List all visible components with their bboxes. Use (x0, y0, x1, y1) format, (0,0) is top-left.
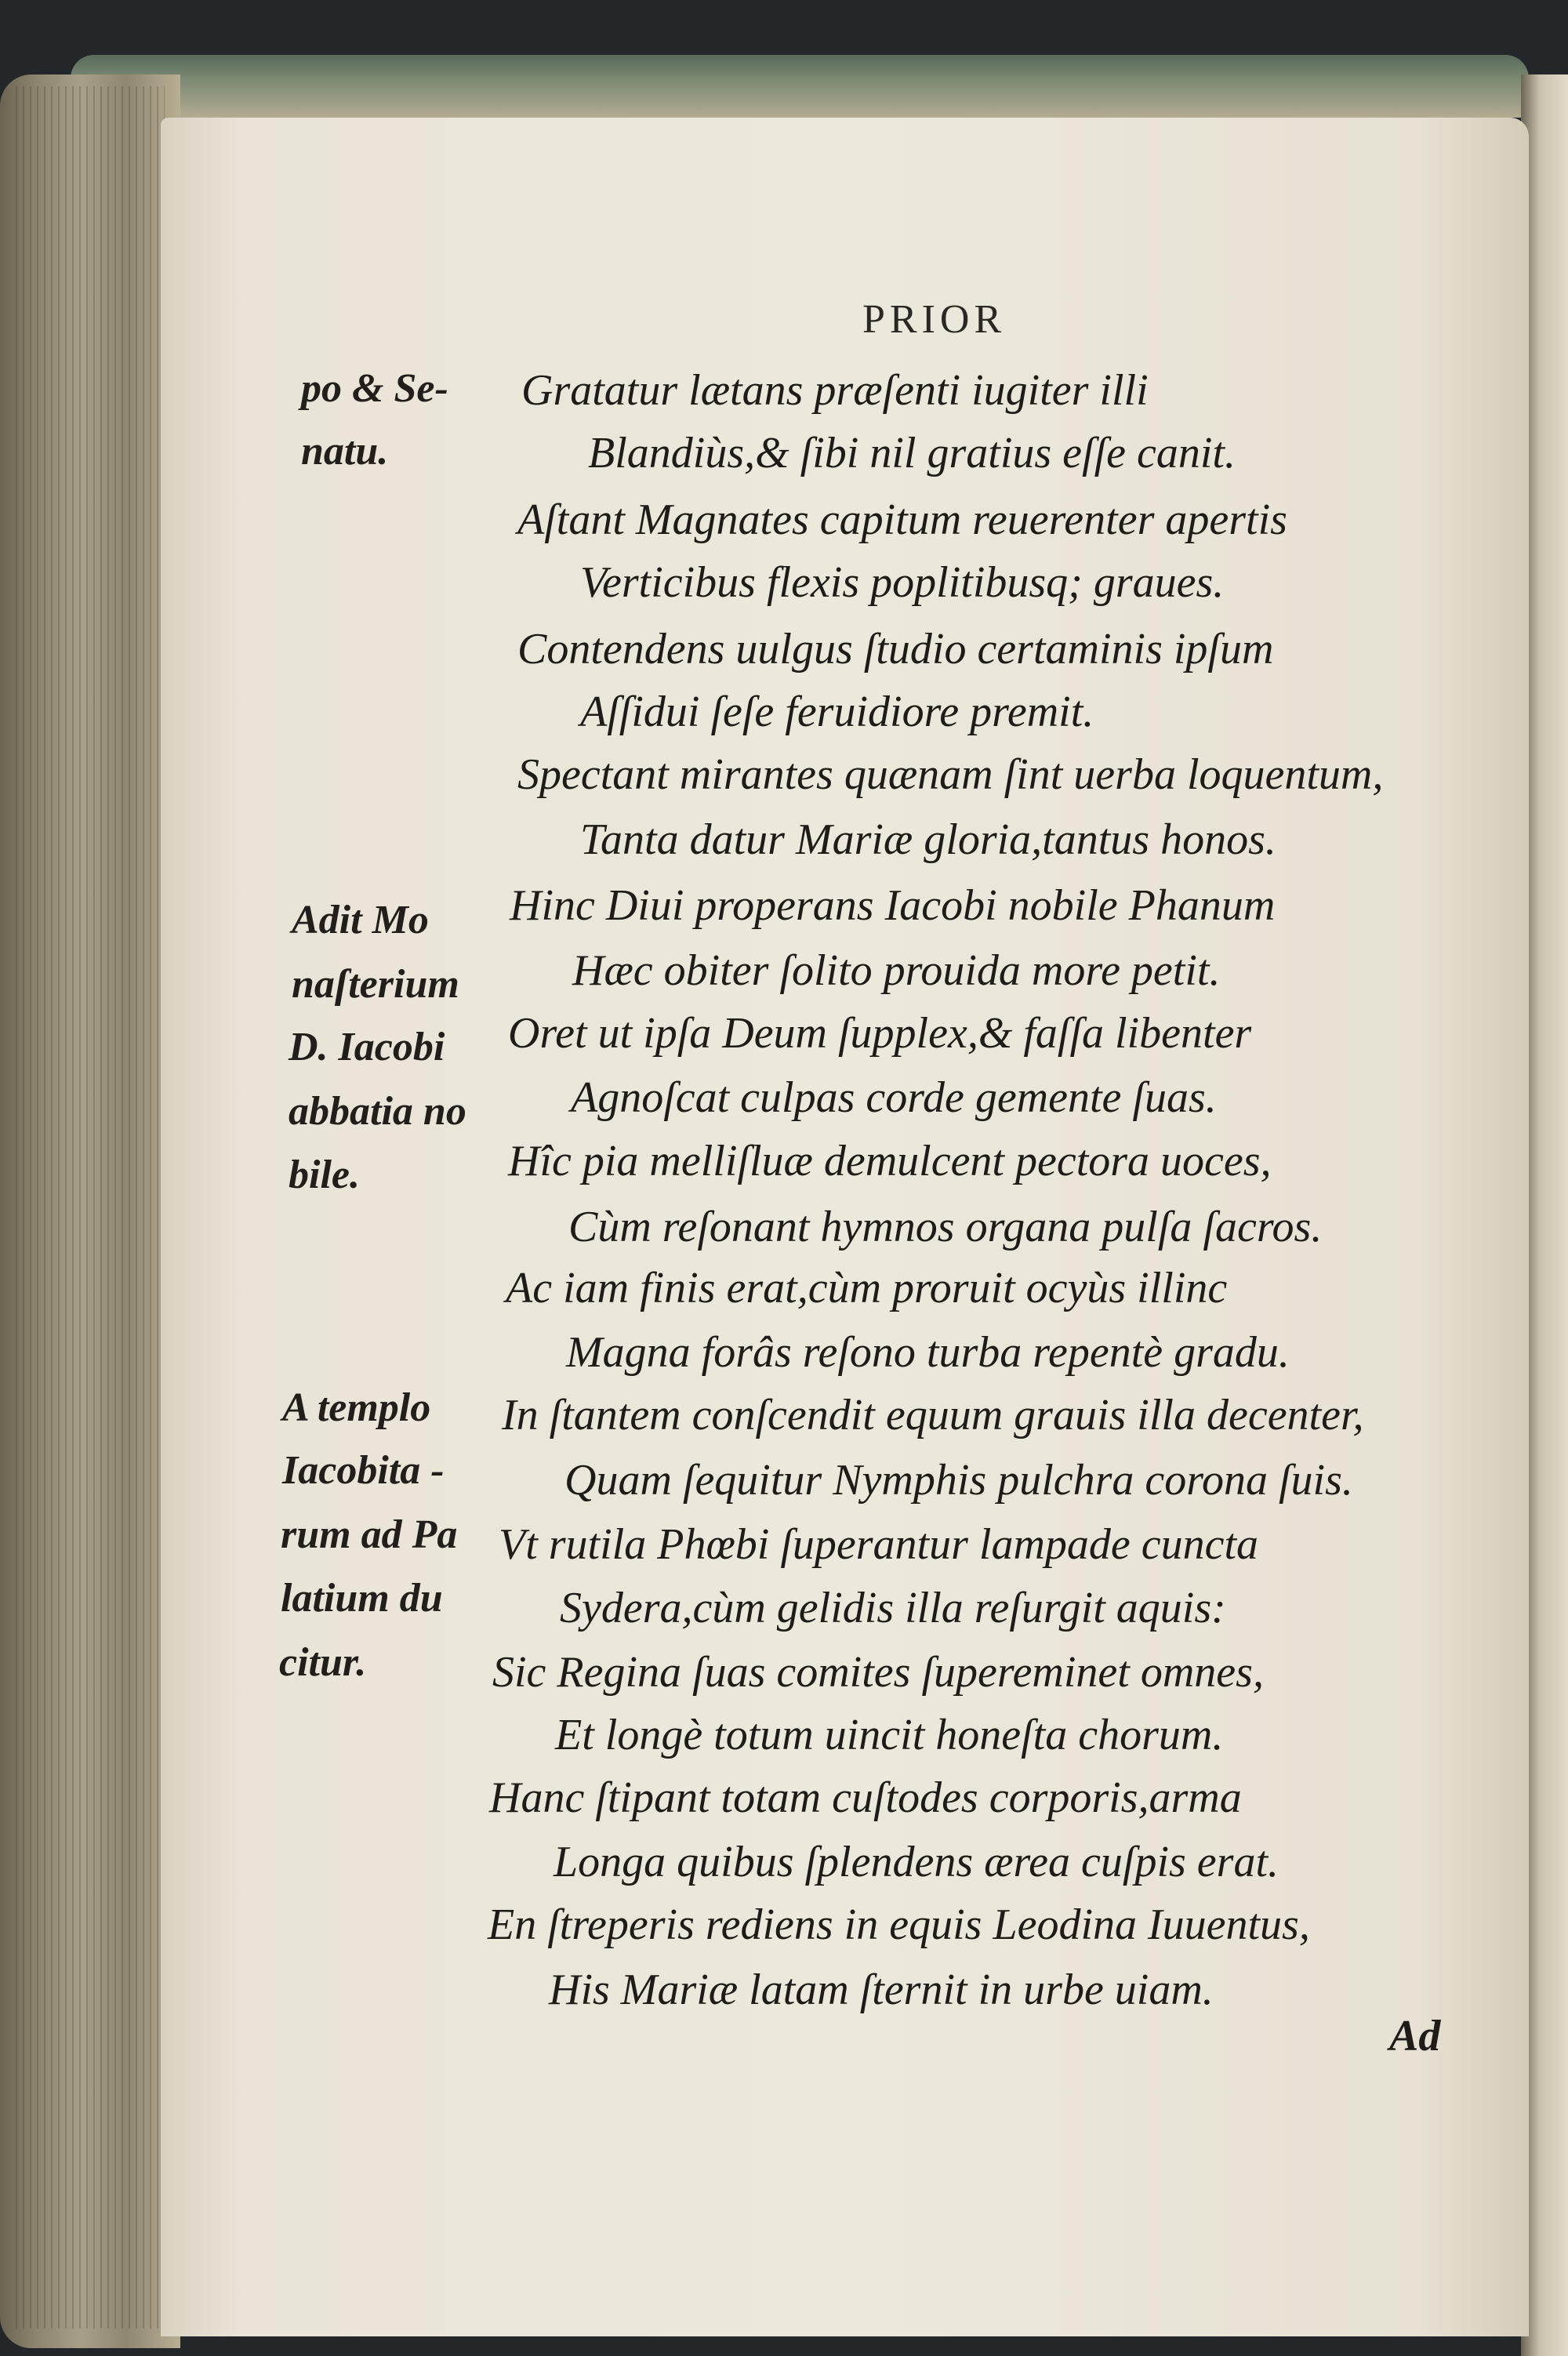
gloss-senatu-line: natu. (301, 429, 389, 474)
verse-line: Verticibus flexis poplitibusq; graues. (580, 558, 1225, 607)
verse-line: Hinc Diui properans Iacobi nobile Phanum (510, 881, 1276, 930)
verse-line: Aſtant Magnates capitum reuerenter apertis (517, 496, 1287, 544)
verse-line: Spectant mirantes quænam ſint uerba loquentum, (517, 750, 1384, 799)
verse-line: Oret ut ipſa Deum ſupplex,& faſſa libenter (508, 1009, 1252, 1058)
verse-line: Tanta datur Mariæ gloria,tantus honos. (580, 815, 1276, 864)
verse-line: Aſſidui ſeſe feruidiore premit. (580, 688, 1094, 736)
gloss-senatu-line: po & Se- (301, 366, 448, 411)
gloss-templo-line: A templo (282, 1385, 431, 1430)
verse-line: Sydera,cùm gelidis illa reſurgit aquis: (560, 1584, 1226, 1632)
verse-line: In ſtantem conſcendit equum grauis illa decenter, (502, 1391, 1364, 1439)
verse-line: Cùm reſonant hymnos organa pulſa ſacros. (568, 1203, 1323, 1251)
gloss-monasterium-line: abbatia no (289, 1089, 466, 1134)
verse-line: Quam ſequitur Nymphis pulchra corona ſuis. (564, 1456, 1353, 1505)
gloss-templo-line: citur. (279, 1640, 367, 1685)
gloss-monasterium-line: Adit Mo (292, 898, 429, 942)
gloss-monasterium-line: bile. (289, 1153, 360, 1197)
verse-line: Longa quibus ſplendens ærea cuſpis erat. (554, 1838, 1279, 1886)
verse-line: Vt rutila Phœbi ſuperantur lampade cuncta (499, 1520, 1259, 1569)
verse-line: Blandiùs,& ſibi nil gratius eſſe canit. (588, 429, 1236, 477)
verse-line: En ſtreperis rediens in equis Leodina Iuuentus, (488, 1900, 1310, 1949)
verse-line: His Mariæ latam ſternit in urbe uiam. (549, 1966, 1214, 2014)
verse-line: Magna forâs reſono turba repentè gradu. (566, 1328, 1290, 1377)
running-head: PRIOR (862, 297, 1007, 342)
verse-line: Contendens uulgus ſtudio certaminis ipſum (517, 625, 1274, 673)
verse-line: Sic Regina ſuas comites ſupereminet omnes, (492, 1648, 1264, 1697)
gloss-monasterium-line: naſterium (292, 962, 459, 1007)
gloss-templo-line: Iacobita - (282, 1448, 445, 1493)
gloss-templo-line: rum ad Pa (281, 1512, 458, 1557)
catchword: Ad (1389, 2012, 1441, 2060)
verse-line: Hanc ſtipant totam cuſtodes corporis,arma (489, 1773, 1242, 1822)
verse-line: Ac iam finis erat,cùm proruit ocyùs illinc (506, 1264, 1228, 1312)
verse-line: Agnoſcat culpas corde gemente ſuas. (571, 1073, 1217, 1122)
verse-line: Hæc obiter ſolito prouida more petit. (572, 946, 1221, 995)
gloss-monasterium-line: D. Iacobi (289, 1025, 445, 1069)
verse-line: Hîc pia melliſluæ demulcent pectora uoces, (508, 1137, 1272, 1185)
verse-line: Gratatur lætans præſenti iugiter illi (521, 366, 1149, 415)
verse-line: Et longè totum uincit honeſta chorum. (555, 1711, 1224, 1759)
gloss-templo-line: latium du (281, 1576, 443, 1621)
